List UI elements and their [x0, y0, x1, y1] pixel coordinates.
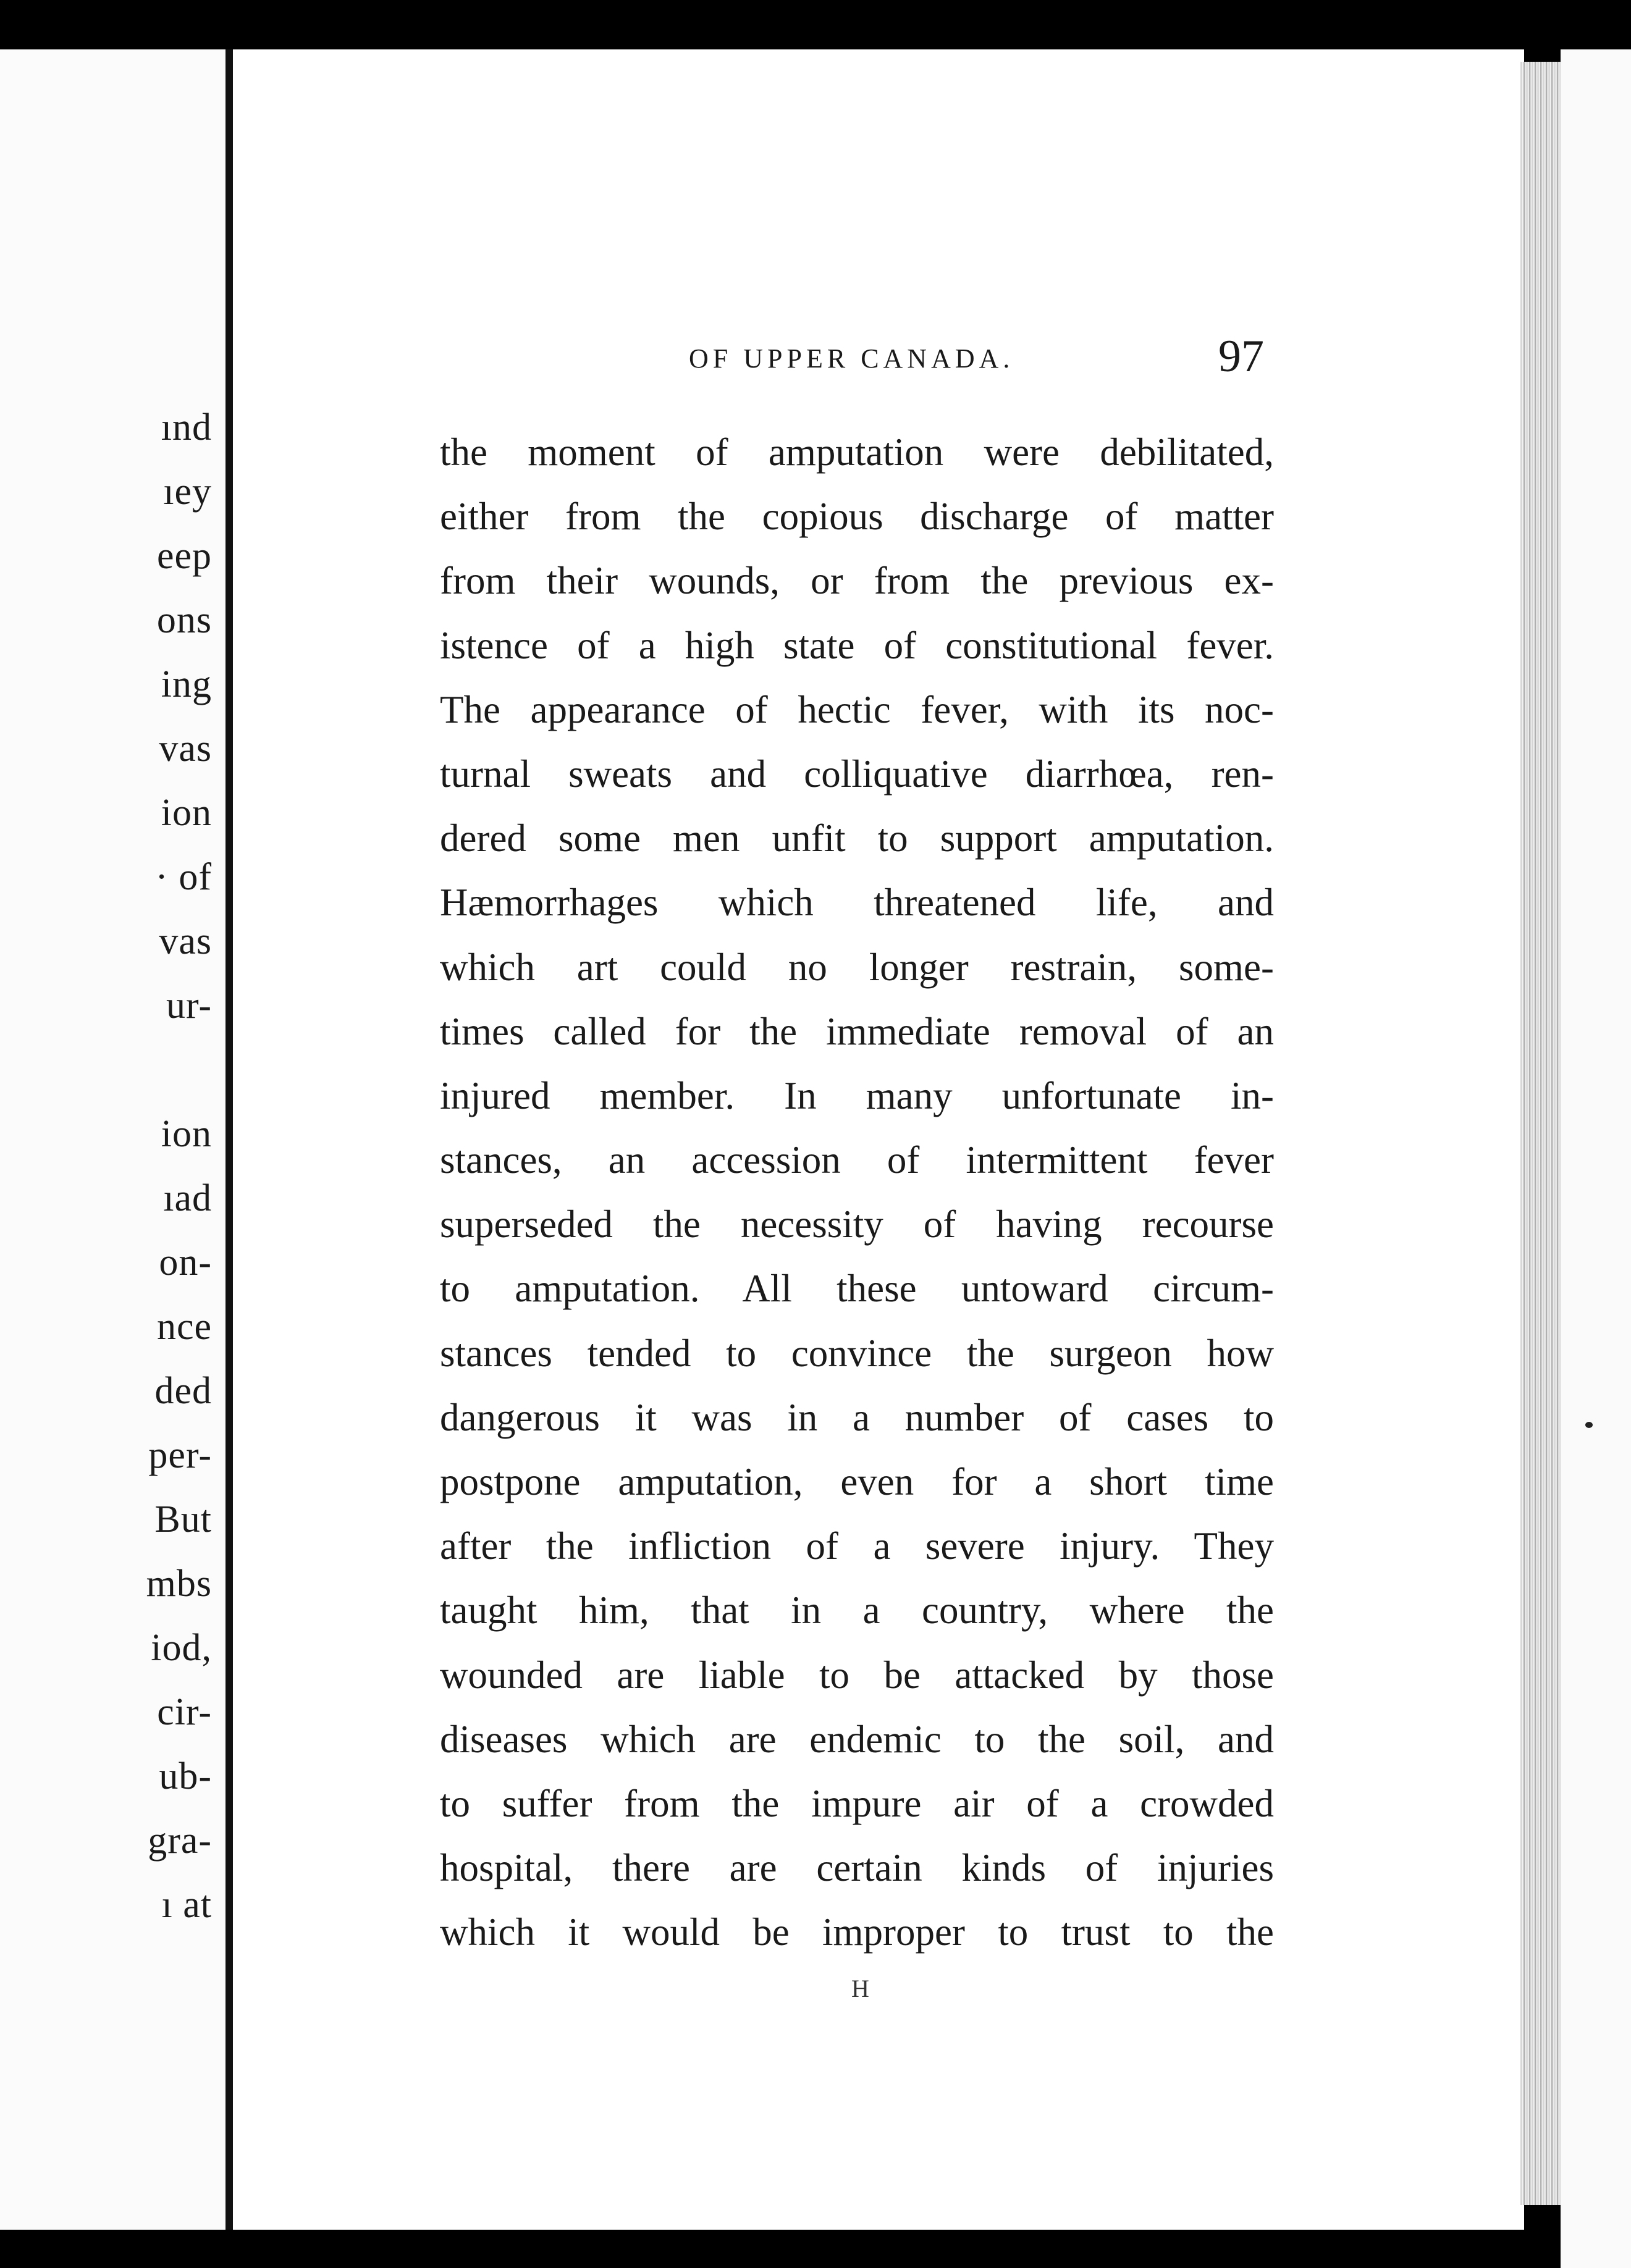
body-text — [440, 420, 1274, 1965]
fragment-line: vas — [159, 728, 212, 770]
text-line: times called for the immediate removal of an — [440, 1009, 1274, 1053]
text-line: superseded the necessity of having recourse — [440, 1203, 1274, 1246]
fragment-line: · of — [155, 856, 212, 898]
facing-page-left — [0, 49, 225, 2230]
text-line: injured member. In many unfortunate in- — [440, 1073, 1274, 1117]
text-line: which art could no longer restrain, some- — [440, 945, 1274, 989]
fragment-line: eep — [156, 535, 212, 577]
text-line: The appearance of hectic fever, with its noc- — [440, 687, 1274, 731]
text-line: after the infliction of a severe injury. They — [440, 1524, 1274, 1568]
fragment-line: But — [154, 1498, 212, 1540]
signature-mark: H — [851, 1975, 869, 2002]
facing-page-line-fragments — [146, 395, 212, 1937]
page-edges-stack — [1520, 62, 1561, 2205]
fragment-line: ub- — [159, 1755, 212, 1797]
text-line: either from the copious discharge of matter — [440, 495, 1274, 539]
text-line: dered some men unfit to support amputation. — [440, 817, 1274, 860]
fragment-line: per- — [148, 1434, 212, 1476]
fragment-line: cir- — [157, 1691, 212, 1733]
text-line: Hæmorrhages which threatened life, and — [440, 881, 1274, 925]
text-line: the moment of amputation were debilitated, — [440, 430, 1274, 474]
fragment-line: mbs — [146, 1563, 212, 1605]
text-line: from their wounds, or from the previous ex- — [440, 559, 1274, 603]
text-line: stances, an accession of intermittent fever — [440, 1138, 1274, 1182]
text-line: taught him, that in a country, where the — [440, 1589, 1274, 1632]
scan-border-right — [1561, 49, 1631, 2268]
text-line: to amputation. All these untoward circum- — [440, 1267, 1274, 1311]
fragment-line: ing — [161, 663, 212, 705]
text-line: postpone amputation, even for a short time — [440, 1460, 1274, 1503]
text-line: wounded are liable to be attacked by those — [440, 1653, 1274, 1697]
text-line: to suffer from the impure air of a crowded — [440, 1781, 1274, 1825]
text-line: turnal sweats and colliquative diarrhœa, ren- — [440, 752, 1274, 796]
fragment-line — [146, 1038, 212, 1102]
fragment-line: ı at — [161, 1884, 212, 1926]
fragment-line: ion — [161, 1113, 212, 1155]
fragment-line: ıey — [163, 471, 212, 513]
fragment-line: ur- — [166, 985, 212, 1027]
text-line: stances tended to convince the surgeon how — [440, 1331, 1274, 1375]
scan-border-bottom — [0, 2230, 1561, 2268]
page-number: 97 — [1218, 331, 1264, 382]
fragment-line: ons — [156, 599, 212, 641]
fragment-line: gra- — [148, 1820, 212, 1862]
page-gutter — [225, 49, 233, 2230]
fragment-line: ınd — [161, 406, 212, 448]
scan-border-top — [0, 0, 1631, 49]
text-line: diseases which are endemic to the soil, and — [440, 1717, 1274, 1761]
scan-speck — [1585, 1422, 1593, 1428]
text-line: istence of a high state of constitutional fever. — [440, 623, 1274, 667]
text-line: dangerous it was in a number of cases to — [440, 1395, 1274, 1439]
running-head: OF UPPER CANADA. — [689, 343, 1014, 374]
text-line: hospital, there are certain kinds of injuries — [440, 1846, 1274, 1890]
fragment-line: on- — [159, 1241, 212, 1283]
fragment-line: nce — [156, 1306, 212, 1348]
fragment-line: vas — [159, 920, 212, 962]
text-line: which it would be improper to trust to the — [440, 1910, 1274, 1954]
fragment-line: ded — [154, 1370, 212, 1412]
fragment-line: ion — [161, 792, 212, 834]
fragment-line: ıad — [163, 1177, 212, 1219]
fragment-line: iod, — [151, 1627, 212, 1669]
